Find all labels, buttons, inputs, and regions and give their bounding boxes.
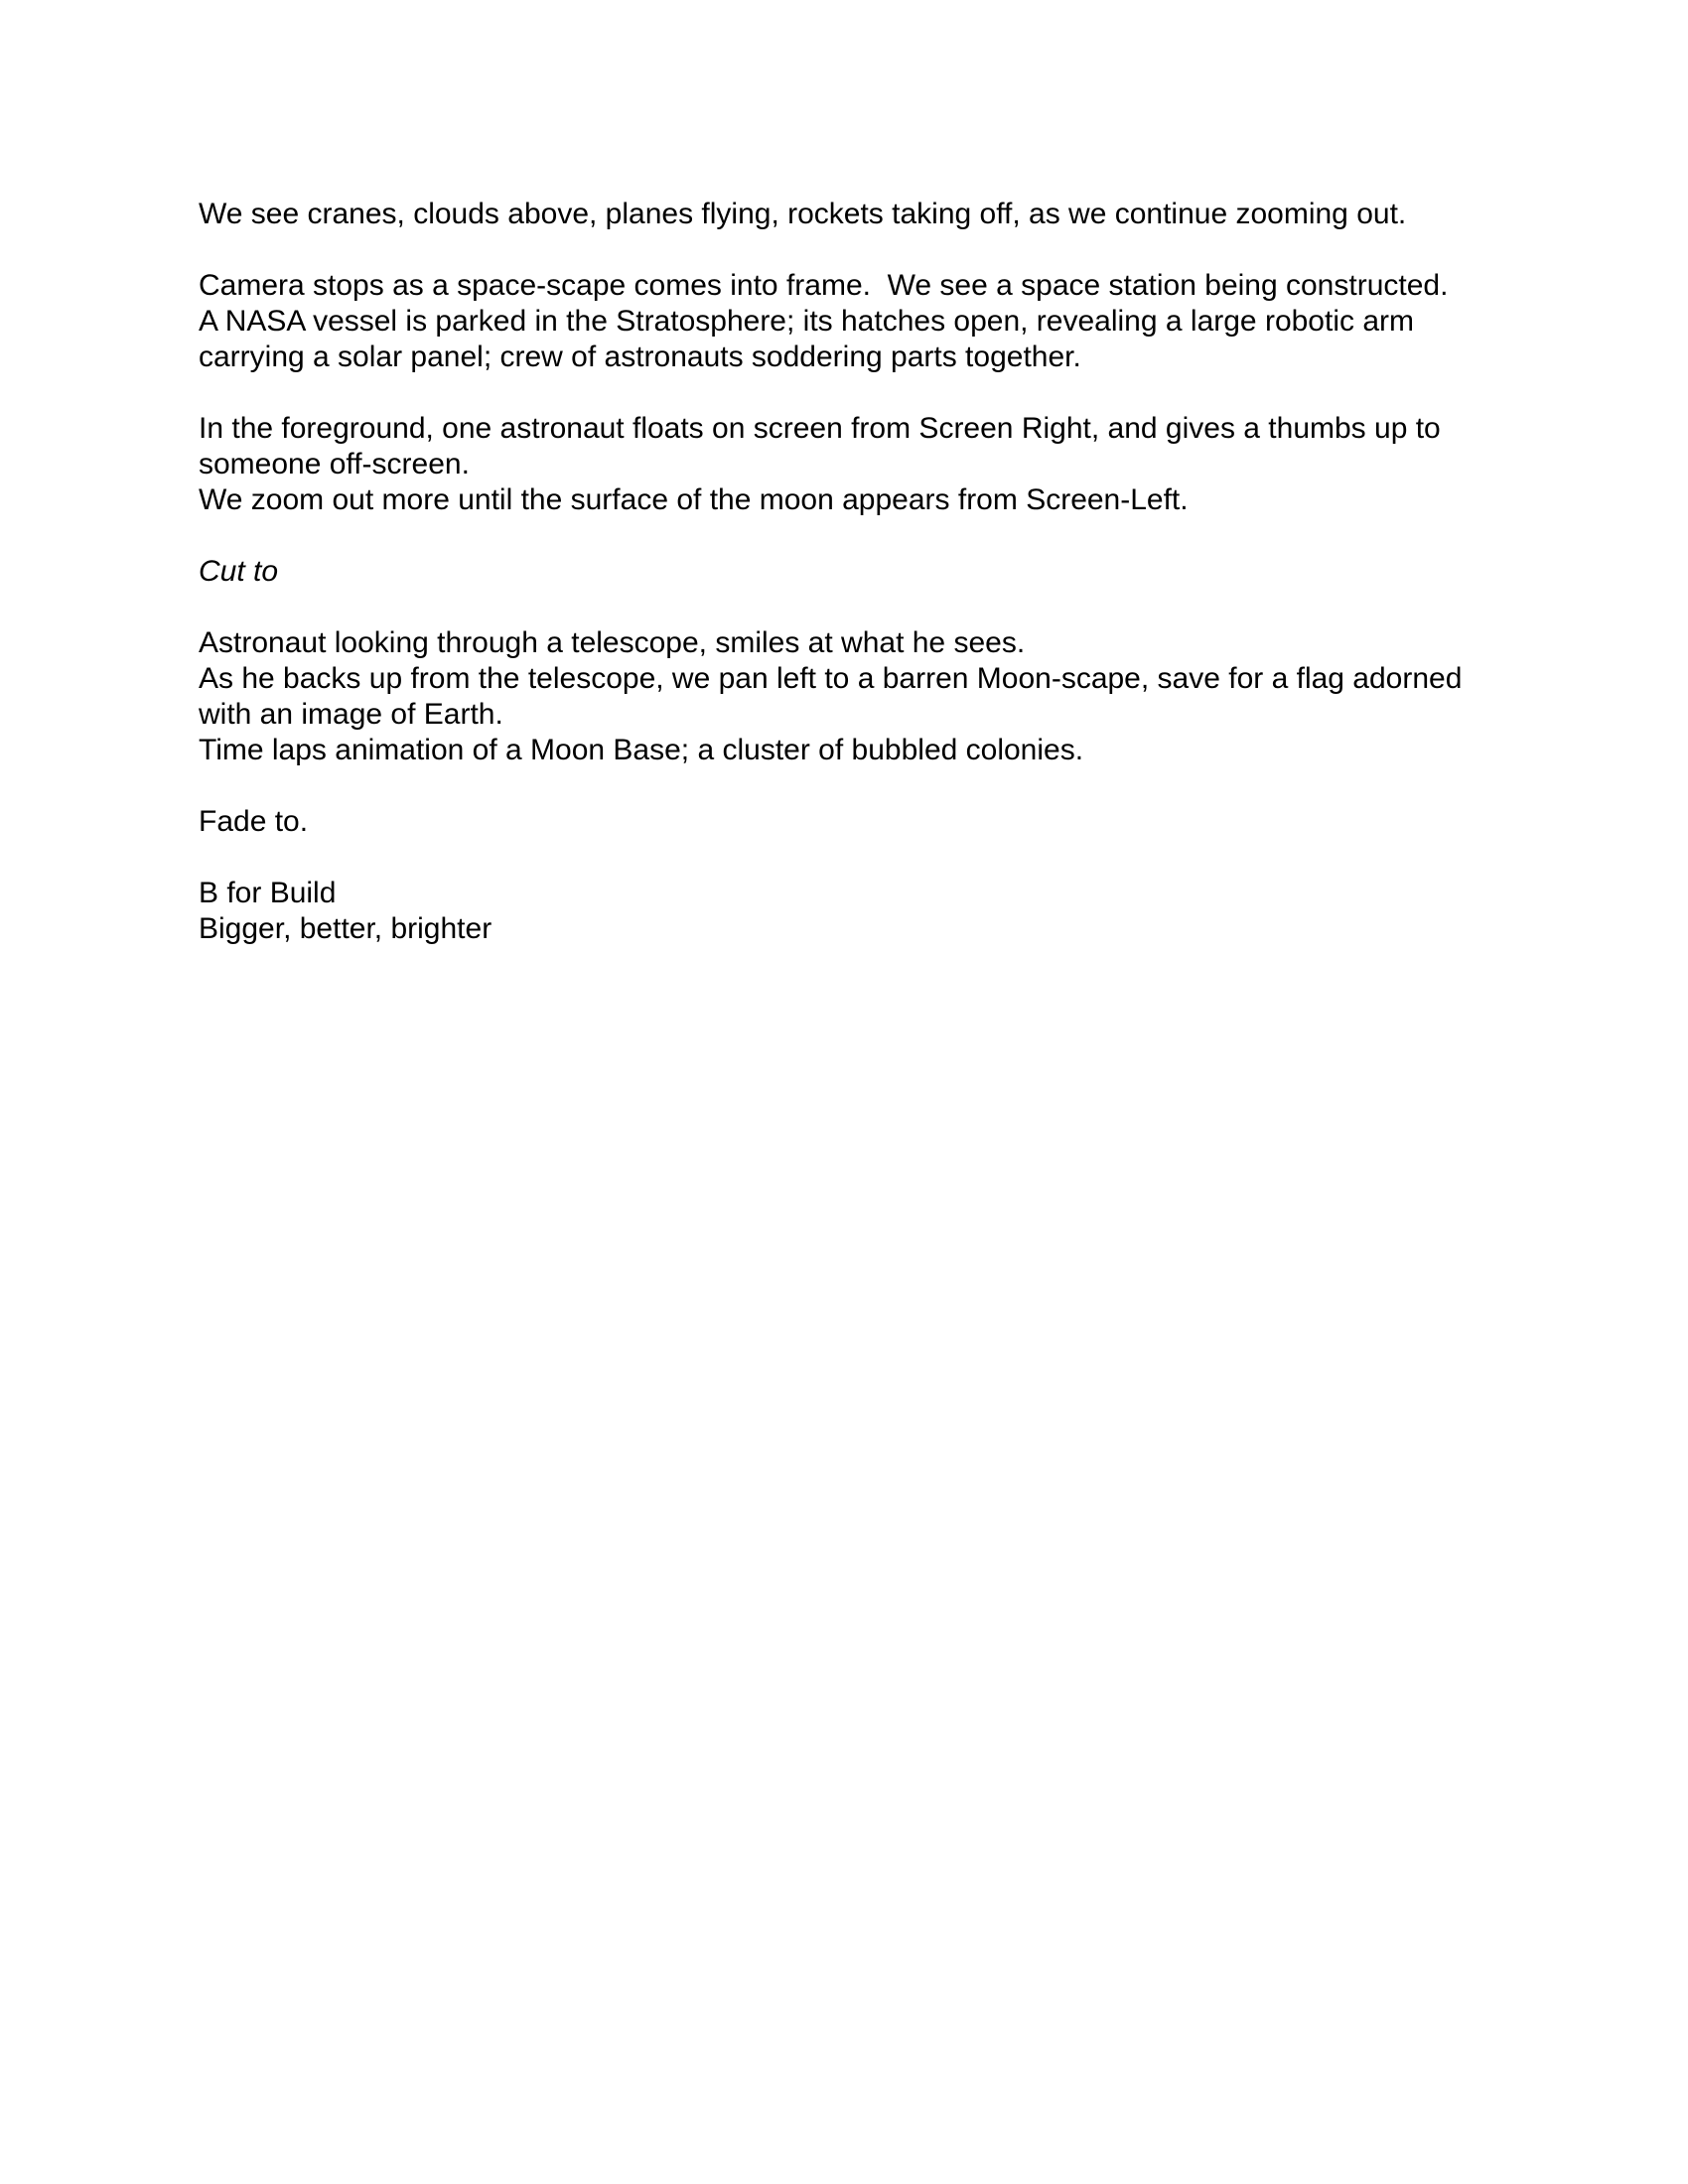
transition-fade-to: Fade to. xyxy=(199,805,309,838)
paragraph-gap xyxy=(199,518,1509,554)
transition-cut-to: Cut to xyxy=(199,555,279,588)
paragraph-4-line-3: with an image of Earth. xyxy=(199,698,503,731)
paragraph-gap xyxy=(199,840,1509,876)
paragraph-4-line-2: As he backs up from the telescope, we pan left to a barren Moon-scape, save for a flag adorned xyxy=(199,662,1463,695)
paragraph-2-line-2: A NASA vessel is parked in the Stratosphere; its hatches open, revealing a large robotic arm xyxy=(199,305,1414,338)
paragraph-3-line-3: We zoom out more until the surface of the moon appears from Screen-Left. xyxy=(199,483,1189,516)
paragraph-gap xyxy=(199,375,1509,411)
paragraph-2-line-1: Camera stops as a space-scape comes into frame. We see a space station being constructed. xyxy=(199,269,1449,302)
tagline-line-1: B for Build xyxy=(199,877,337,909)
paragraph-gap xyxy=(199,232,1509,268)
script-body xyxy=(199,197,1509,947)
paragraph-4-line-4: Time laps animation of a Moon Base; a cluster of bubbled colonies. xyxy=(199,734,1084,766)
tagline-line-2: Bigger, better, brighter xyxy=(199,912,492,945)
paragraph-2-line-3: carrying a solar panel; crew of astronauts soddering parts together. xyxy=(199,341,1081,373)
paragraph-gap xyxy=(199,768,1509,804)
paragraph-1-line-1: We see cranes, clouds above, planes flying, rockets taking off, as we continue zooming out. xyxy=(199,198,1407,230)
paragraph-gap xyxy=(199,590,1509,625)
paragraph-3-line-1: In the foreground, one astronaut floats on screen from Screen Right, and gives a thumbs up to xyxy=(199,412,1441,445)
paragraph-3-line-2: someone off-screen. xyxy=(199,448,470,480)
paragraph-4-line-1: Astronaut looking through a telescope, smiles at what he sees. xyxy=(199,626,1026,659)
